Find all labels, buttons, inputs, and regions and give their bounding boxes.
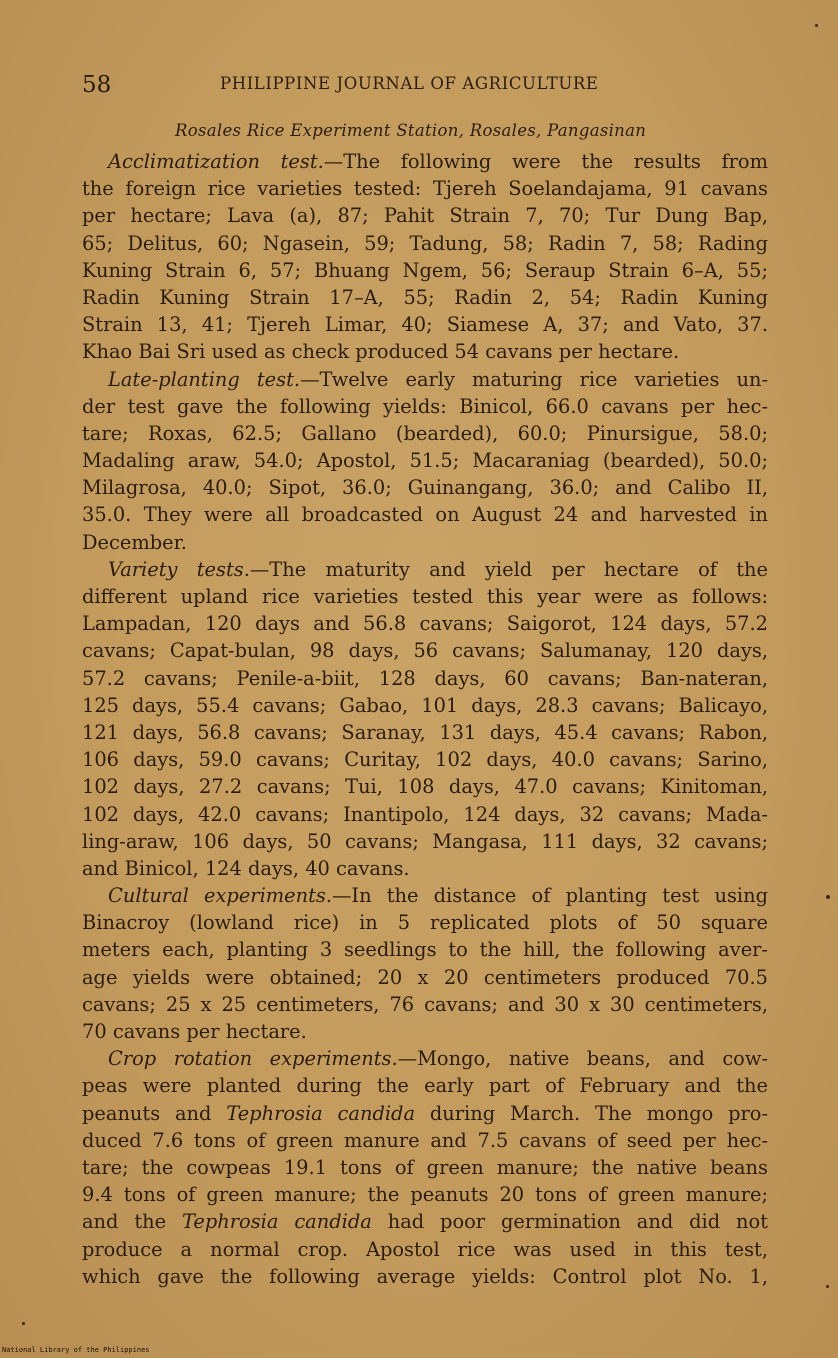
paragraph-line: der test gave the following yields: Binicol, 66.0 cavans per hec- [82,394,768,418]
species-name: Tephrosia candida [181,1210,372,1234]
species-name: Tephrosia candida [226,1101,416,1125]
paragraph-line: Kuning Strain 6, 57; Bhuang Ngem, 56; Seraup Strain 6–A, 55; [82,258,768,282]
paragraph-line: Khao Bai Sri used as check produced 54 cavans per hectare. [82,340,680,364]
paragraph-line: December. [82,530,187,554]
paragraph-line [82,1045,768,1072]
text-segment: —In the distance of planting test using [332,884,768,908]
text-segment: during March. The mongo pro- [415,1101,769,1125]
paragraph-line: 57.2 cavans; Penile-a-biit, 128 days, 60 cavans; Ban-nateran, [82,666,768,690]
paragraph-line: produce a normal crop. Apostol rice was used in this test, [82,1237,768,1261]
paragraph-line: peas were planted during the early part of February and the [82,1074,768,1098]
paragraph-line: Madaling araw, 54.0; Apostol, 51.5; Macaraniag (bearded), 50.0; [82,449,768,473]
station-title: Rosales Rice Experiment Station, Rosales, Pangasinan [175,121,647,140]
paper-speck [826,895,830,899]
section-heading: Acclimatization test. [108,150,324,173]
paragraph-line [82,148,768,175]
paragraph-line [82,556,768,583]
paragraph-line [82,882,768,909]
paragraph-line: and Binicol, 124 days, 40 cavans. [82,856,410,880]
section-heading: Variety tests. [108,557,250,581]
paper-speck [22,1322,25,1325]
text-segment: —The maturity and yield per hectare of the [249,557,768,581]
section-heading: Cultural experiments. [108,884,333,908]
text-segment: peanuts and [82,1101,227,1125]
page-number: 58 [82,72,112,98]
section-heading: Crop rotation experiments. [108,1047,398,1071]
paragraph-line: 9.4 tons of green manure; the peanuts 20 tons of green manure; [82,1183,768,1207]
paragraph-line: cavans; 25 x 25 centimeters, 76 cavans; and 30 x 30 centimeters, [82,992,768,1016]
article-body [82,148,768,1290]
paragraph-line: 65; Delitus, 60; Ngasein, 59; Tadung, 58; Radin 7, 58; Rading [82,231,768,255]
paragraph-line: 106 days, 59.0 cavans; Curitay, 102 days, 40.0 cavans; Sarino, [82,748,768,772]
paragraph-line: which gave the following average yields: Control plot No. 1, [82,1264,768,1288]
paragraph-line: the foreign rice varieties tested: Tjereh Soelandajama, 91 cavans [82,177,768,201]
paragraph-line: Binacroy (lowland rice) in 5 replicated plots of 50 square [82,911,768,935]
paragraph-line: Strain 13, 41; Tjereh Limar, 40; Siamese A, 37; and Vato, 37. [82,313,768,337]
paragraph-line: 35.0. They were all broadcasted on August 24 and harvested in [82,503,768,527]
text-segment: —Twelve early maturing rice varieties un- [300,367,769,391]
paragraph-line: Lampadan, 120 days and 56.8 cavans; Saigorot, 124 days, 57.2 [82,612,768,636]
text-segment: had poor germination and did not [371,1210,768,1234]
paragraph-line: 70 cavans per hectare. [82,1020,307,1043]
paragraph-line: tare; the cowpeas 19.1 tons of green manure; the native beans [82,1155,768,1179]
paragraph-line [82,1100,768,1127]
paragraph-line: meters each, planting 3 seedlings to the hill, the following aver- [82,938,768,962]
paper-speck [826,1285,829,1288]
paragraph-line: different upland rice varieties tested this year were as follows: [82,585,768,608]
paragraph-line: 121 days, 56.8 cavans; Saranay, 131 days, 45.4 cavans; Rabon, [82,720,768,744]
paragraph-line: Radin Kuning Strain 17–A, 55; Radin 2, 54; Radin Kuning [82,285,768,309]
paragraph-line [82,366,768,393]
text-segment: —Mongo, native beans, and cow- [397,1047,768,1071]
paragraph-line: 102 days, 27.2 cavans; Tui, 108 days, 47.0 cavans; Kinitoman, [82,775,768,799]
paragraph-line: 125 days, 55.4 cavans; Gabao, 101 days, 28.3 cavans; Balicayo, [82,693,768,717]
paragraph-line: Milagrosa, 40.0; Sipot, 36.0; Guinangang, 36.0; and Calibo II, [82,476,768,500]
library-footer-note: National Library of the Philippines [2,1346,150,1354]
paper-speck [815,24,818,27]
text-segment: and the [82,1210,182,1234]
section-heading: Late-planting test. [108,367,301,391]
paragraph-line: per hectare; Lava (a), 87; Pahit Strain 7, 70; Tur Dung Bap, [82,204,768,228]
paragraph-line: age yields were obtained; 20 x 20 centimeters produced 70.5 [82,965,768,989]
paragraph-line: tare; Roxas, 62.5; Gallano (bearded), 60.0; Pinursigue, 58.0; [82,421,768,445]
paragraph-line: duced 7.6 tons of green manure and 7.5 cavans of seed per hec- [82,1128,768,1152]
text-segment: —The following were the results from [323,150,768,173]
paragraph-line [82,1208,768,1235]
running-head: PHILIPPINE JOURNAL OF AGRICULTURE [220,74,599,93]
paragraph-line: 102 days, 42.0 cavans; Inantipolo, 124 days, 32 cavans; Mada- [82,802,768,826]
paragraph-line: cavans; Capat-bulan, 98 days, 56 cavans; Salumanay, 120 days, [82,639,768,663]
paragraph-line: ling-araw, 106 days, 50 cavans; Mangasa, 111 days, 32 cavans; [82,829,768,853]
